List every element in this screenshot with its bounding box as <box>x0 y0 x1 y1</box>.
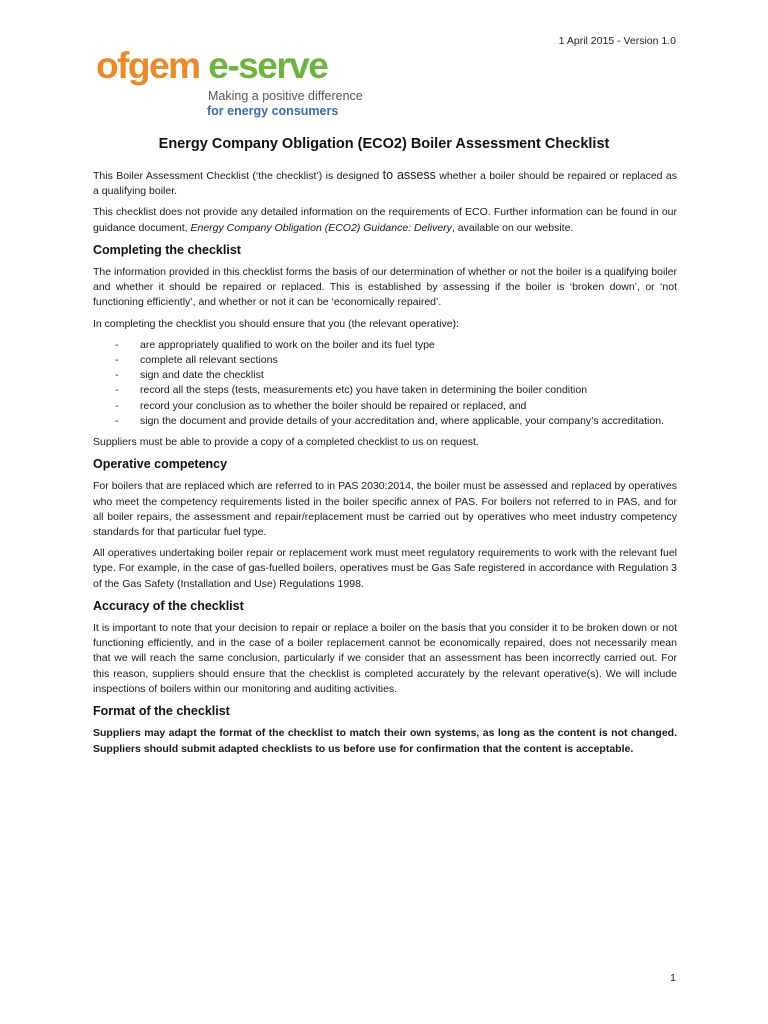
list-item-text: record all the steps (tests, measurements etc) you have taken in determining the boiler condition <box>140 384 588 397</box>
list-item-text: are appropriately qualified to work on the boiler and its fuel type <box>140 338 435 351</box>
list-item <box>93 368 677 383</box>
list-dash: - <box>115 354 119 367</box>
format-paragraph-1: Suppliers may adapt the format of the checklist to match their own systems, as long as the content is not changed. Suppliers should submit adapted checklists to us before use for confirmation that the content is acceptable. <box>93 727 677 755</box>
intro2-text-c: , available on our website. <box>451 221 574 234</box>
competency-paragraph-1: For boilers that are replaced which are referred to in PAS 2030:2014, the boiler must be assessed and replaced by operatives who meet the competency requirements listed in the boiler specific annex of PAS. For boilers not referred to in PAS, and for all boiler repairs, the assessment and repair/replacement must be carried out by operatives who meet industry competency standards for that particular fuel type. <box>93 480 677 539</box>
intro-text-assess: to assess <box>382 168 436 182</box>
list-dash: - <box>115 414 119 427</box>
accuracy-paragraph-1: It is important to note that your decision to repair or replace a boiler on the basis that you consider it to be broken down or not functioning efficiently, and in the case of a boiler replacement cannot be economically repaired, does not necessarily mean that we will reach the same conclusion, particularly if we consider that an assessment has been incorrectly carried out. For this reason, suppliers should ensure that the checklist is completed accurately by the relevant operative(s). We will include inspections of boilers within our monitoring and auditing activities. <box>93 622 677 695</box>
list-dash: - <box>115 399 119 412</box>
logo-eserve: e-serve <box>208 45 328 86</box>
list-item <box>93 399 677 414</box>
intro-text-a: This Boiler Assessment Checklist (‘the checklist’) is designed <box>93 170 383 182</box>
intro2-text-a: This checklist does not provide any detailed information on the requirements of ECO. Further information can be found in our guidance document, <box>93 206 677 234</box>
competency-paragraph-2: All operatives undertaking boiler repair or replacement work must meet regulatory requirements to work with the relevant fuel type. For example, in the case of gas-fuelled boilers, operatives must be Gas Safe registered in accordance with Regulation 3 of the Gas Safety (Installation and Use) Regulations 1998. <box>93 547 677 590</box>
list-item-text: complete all relevant sections <box>140 354 278 367</box>
tagline-line-1: Making a positive difference <box>208 89 363 103</box>
completing-paragraph-3: Suppliers must be able to provide a copy of a completed checklist to us on request. <box>93 436 479 449</box>
intro-text-c: whether a boiler should be repaired or replaced as a qualifying boiler. <box>93 170 677 198</box>
list-item <box>93 414 677 429</box>
logo-wordmark <box>96 46 327 86</box>
list-item-text: sign the document and provide details of your accreditation and, where applicable, your company’s accreditation. <box>140 414 664 427</box>
list-dash: - <box>115 369 119 382</box>
completing-paragraph-2: In completing the checklist you should ensure that you (the relevant operative): <box>93 317 459 330</box>
list-dash: - <box>115 338 119 351</box>
operative-requirements-list <box>93 338 677 429</box>
version-label: 1 April 2015 - Version 1.0 <box>558 35 676 47</box>
logo-tagline <box>208 89 363 119</box>
list-item <box>93 383 677 398</box>
heading-format: Format of the checklist <box>93 704 230 719</box>
heading-accuracy: Accuracy of the checklist <box>93 598 244 613</box>
ofgem-eserve-logo <box>96 45 363 118</box>
guidance-document-title: Energy Company Obligation (ECO2) Guidance: Delivery <box>190 221 452 234</box>
document-title: Energy Company Obligation (ECO2) Boiler Assessment Checklist <box>158 136 610 152</box>
list-item <box>93 338 677 353</box>
heading-competency: Operative competency <box>93 457 228 472</box>
list-item-text: sign and date the checklist <box>140 369 264 382</box>
list-item <box>93 353 677 368</box>
list-item-text: record your conclusion as to whether the boiler should be repaired or replaced, and <box>140 399 527 412</box>
completing-paragraph-1: The information provided in this checklist forms the basis of our determination of whether or not the boiler is a qualifying boiler and whether it should be repaired or replaced. This is established by assessing if the boiler is ‘broken down’, or ‘not functioning efficiently’, and whether or not it can be ‘economically repaired’. <box>93 266 677 309</box>
heading-completing: Completing the checklist <box>93 242 241 257</box>
page-number: 1 <box>670 972 676 984</box>
intro-paragraph-1 <box>93 168 677 199</box>
intro-paragraph-2 <box>93 205 677 235</box>
document-body <box>93 168 677 763</box>
tagline-line-2: for energy consumers <box>207 104 339 118</box>
logo-ofgem: ofgem <box>96 45 200 86</box>
list-dash: - <box>115 384 119 397</box>
